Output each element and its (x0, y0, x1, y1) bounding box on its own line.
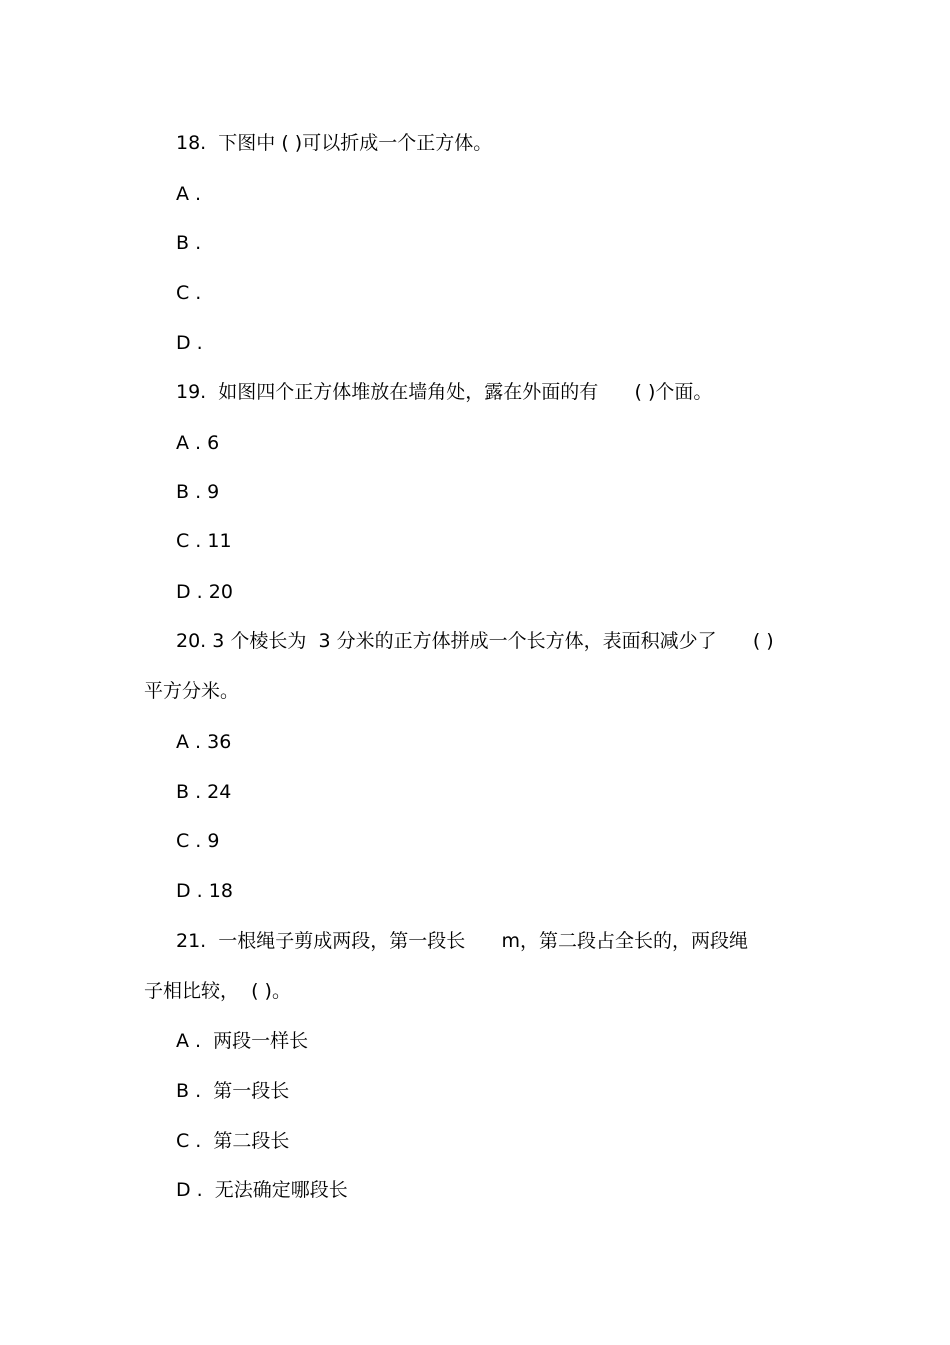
question-21-option-a: A . 两段一样长 (176, 1030, 309, 1052)
question-18-option-a: A . (176, 183, 202, 205)
question-18-option-d: D . (176, 332, 203, 354)
question-18-stem: 18. 下图中 ( )可以折成一个正方体。 (176, 132, 493, 154)
question-18-option-b: B . (176, 232, 202, 254)
question-21-option-b: B . 第一段长 (176, 1080, 290, 1102)
question-19-option-c: C . 11 (176, 530, 232, 552)
question-20-option-a: A . 36 (176, 731, 232, 753)
question-21-option-d: D . 无法确定哪段长 (176, 1179, 348, 1201)
question-19-option-b: B . 9 (176, 481, 220, 503)
question-20-option-c: C . 9 (176, 830, 220, 852)
question-19-stem: 19. 如图四个正方体堆放在墙角处，露在外面的有 ( )个面。 (176, 381, 713, 403)
question-20-option-b: B . 24 (176, 781, 232, 803)
question-20-stem: 20. 3 个棱长为 3 分米的正方体拼成一个长方体，表面积减少了 ( ) (176, 630, 774, 652)
question-20-option-d: D . 18 (176, 880, 233, 902)
question-21-stem: 21. 一根绳子剪成两段，第一段长 m，第二段占全长的，两段绳 (176, 930, 749, 952)
question-19-option-d: D . 20 (176, 581, 233, 603)
question-19-option-a: A . 6 (176, 432, 220, 454)
question-20-stem-continuation: 平方分米。 (144, 680, 240, 702)
question-18-option-c: C . (176, 282, 202, 304)
question-21-option-c: C . 第二段长 (176, 1130, 290, 1152)
question-21-stem-continuation: 子相比较， ( )。 (144, 980, 291, 1002)
